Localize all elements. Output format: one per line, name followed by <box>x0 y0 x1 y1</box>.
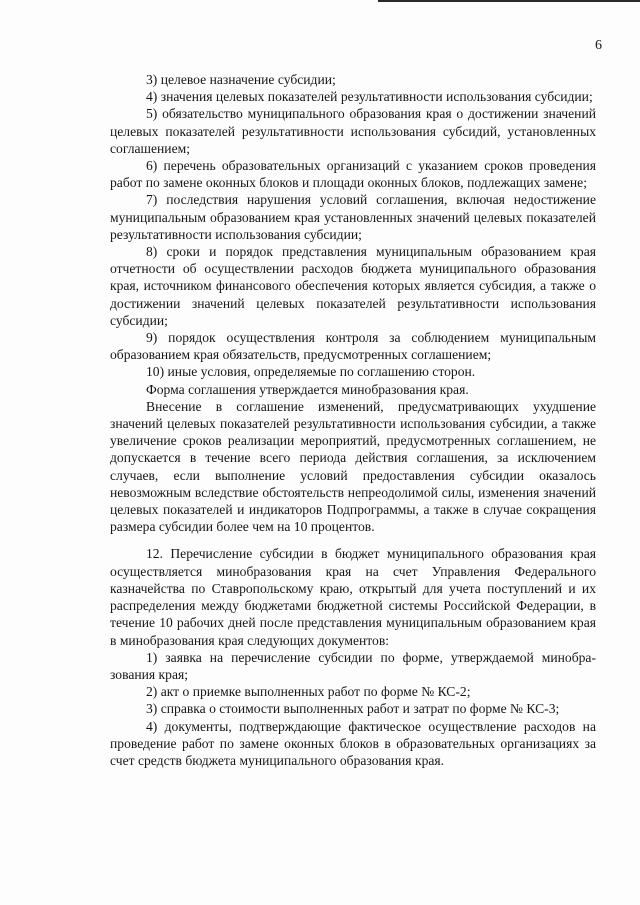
section-paragraph: 12. Перечисление субсидии в бюджет муниципального образования края осуществляется минобразования края на счет Управления Федерального казначейства по Ставропольскому краю, открытый для учета поступлений и их распределения между бюджетами бюджетной системы Российской Федерации, в течение 10 рабочих дней после представления муниципальным образованием края в минобразования края следующих документов: <box>110 546 596 648</box>
list-item: 8) сроки и порядок представления муниципальным образованием края отчетности об осуществлении расходов бюджета муниципального образования края, источником финансового обеспечения которых является субсидия, а также о достижении значений целевых показателей результативности использования субсидии; <box>110 244 596 328</box>
section-spacer <box>110 535 596 545</box>
list-item: 3) целевое назначение субсидии; <box>146 72 336 87</box>
list-item: 7) последствия нарушения условий соглашения, включая недостижение муниципальным образованием края установленных значений целевых показателей результативности использования субсидии; <box>110 192 596 242</box>
list-item: 4) значения целевых показателей результативности использования субсидии; <box>146 89 593 105</box>
document-body <box>110 71 596 769</box>
paragraph: Внесение в соглашение изменений, предусматривающих ухудшение значений целевых показателей результативности использования субсидии, а также увеличение сроков реализации мероприятий, предусмотренных соглашением, не допускается в течение всего периода действия соглашения, за исключением случаев, если выполнение условий предоставления субсидии оказалось невозможным вследствие обстоятельств непреодолимой силы, изменения значений целевых показателей и индикаторов Подпрограммы, а также в случае сокращения размера субсидии более чем на 10 процентов. <box>110 398 596 535</box>
scan-top-edge-line <box>378 0 640 2</box>
list-item: 4) документы, подтверждающие фактическое осуществление расходов на проведение работ по замене оконных блоков в образовательных организациях за счет средств бюджета муниципального образования края. <box>110 718 596 768</box>
list-item: 10) иные условия, определяемые по соглашению сторон. <box>146 364 476 380</box>
list-item: 5) обязательство муниципального образования края о достижении значений целевых показателей результативности использования субсидий, установленных соглашением; <box>110 106 596 156</box>
paragraph: Форма соглашения утверждается минобразования края. <box>146 381 469 397</box>
page-number: 6 <box>595 38 602 53</box>
list-item: 6) перечень образовательных организаций с указанием сроков проведения работ по замене оконных блоков и площади оконных блоков, подлежащих замене; <box>110 158 596 191</box>
list-item: 3) справка о стоимости выполненных работ и затрат по форме № КС-3; <box>146 701 560 717</box>
list-item: 9) порядок осуществления контроля за соблюдением муниципальным образованием края обязательств, предусмотренных соглашением; <box>110 330 596 363</box>
list-item: 2) акт о приемке выполненных работ по форме № КС-2; <box>146 684 471 700</box>
list-item: 1) заявка на перечисление субсидии по форме, утверждаемой минобразования края; <box>110 649 596 682</box>
